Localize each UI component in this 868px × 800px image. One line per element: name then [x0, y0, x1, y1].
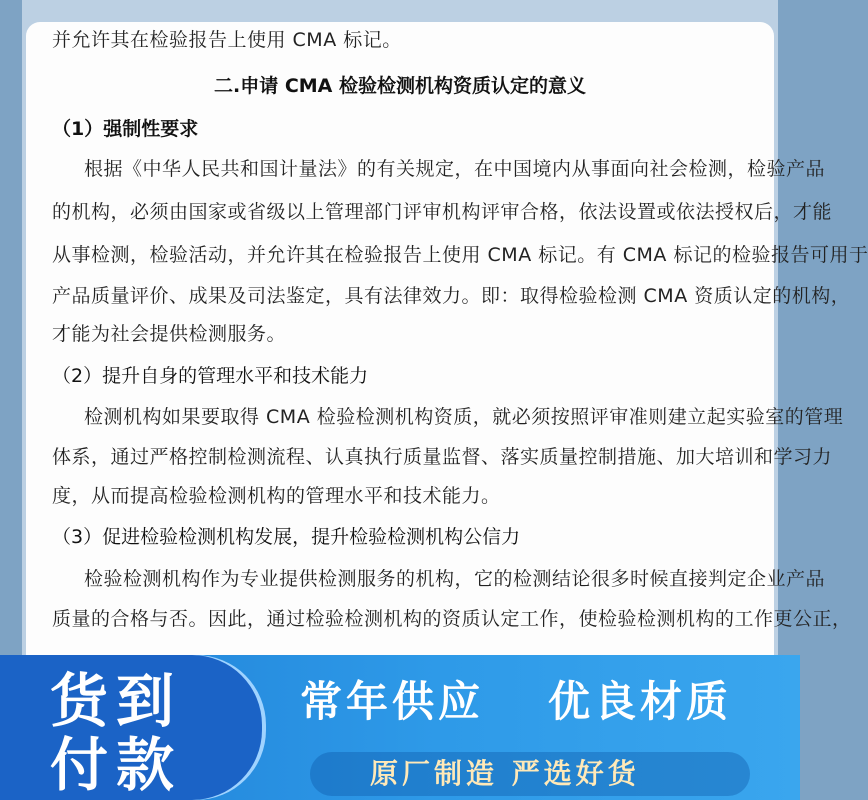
cod-badge: [0, 655, 262, 800]
sub-slogan: 原厂制造 严选好货: [370, 757, 640, 790]
paragraph-line: 体系，通过严格控制检测流程、认真执行质量监督、落实质量控制措施、加大培训和学习力: [52, 446, 833, 468]
slogan-right: 优良材质: [548, 677, 733, 726]
document-scan: [26, 22, 868, 662]
subheading-2: （2）提升自身的管理水平和技术能力: [52, 365, 369, 387]
paragraph-line: 产品质量评价、成果及司法鉴定，具有法律效力。即：取得检验检测 CMA 资质认定的机构，: [52, 285, 851, 307]
badge-line-2: 付款: [50, 731, 183, 799]
badge-line-1: 货到: [50, 667, 183, 735]
paragraph-line: 从事检测，检验活动，并允许其在检验报告上使用 CMA 标记。有 CMA 标记的检验报告可用于: [52, 244, 868, 266]
paragraph-line: 的机构，必须由国家或省级以上管理部门评审机构评审合格，依法设置或依法授权后，才能: [52, 201, 833, 223]
paragraph-line: 质量的合格与否。因此，通过检验检测机构的资质认定工作，使检验检测机构的工作更公正，: [52, 608, 852, 630]
subheading-1: （1）强制性要求: [52, 118, 199, 140]
paragraph-line: 才能为社会提供检测服务。: [52, 323, 287, 345]
document-line: 并允许其在检验报告上使用 CMA 标记。: [52, 29, 402, 51]
paragraph-line: 检测机构如果要取得 CMA 检验检测机构资质，就必须按照评审准则建立起实验室的管理: [84, 406, 844, 428]
paragraph-line: 根据《中华人民共和国计量法》的有关规定，在中国境内从事面向社会检测，检验产品: [84, 158, 826, 180]
slogan-left: 常年供应: [300, 677, 485, 726]
paragraph-line: 度，从而提高检验检测机构的管理水平和技术能力。: [52, 485, 501, 507]
paragraph-line: 检验检测机构作为专业提供检测服务的机构，它的检测结论很多时候直接判定企业产品: [84, 568, 826, 590]
section-title: 二.申请 CMA 检验检测机构资质认定的意义: [213, 75, 586, 97]
subheading-3: （3）促进检验检测机构发展，提升检验检测机构公信力: [52, 526, 521, 548]
